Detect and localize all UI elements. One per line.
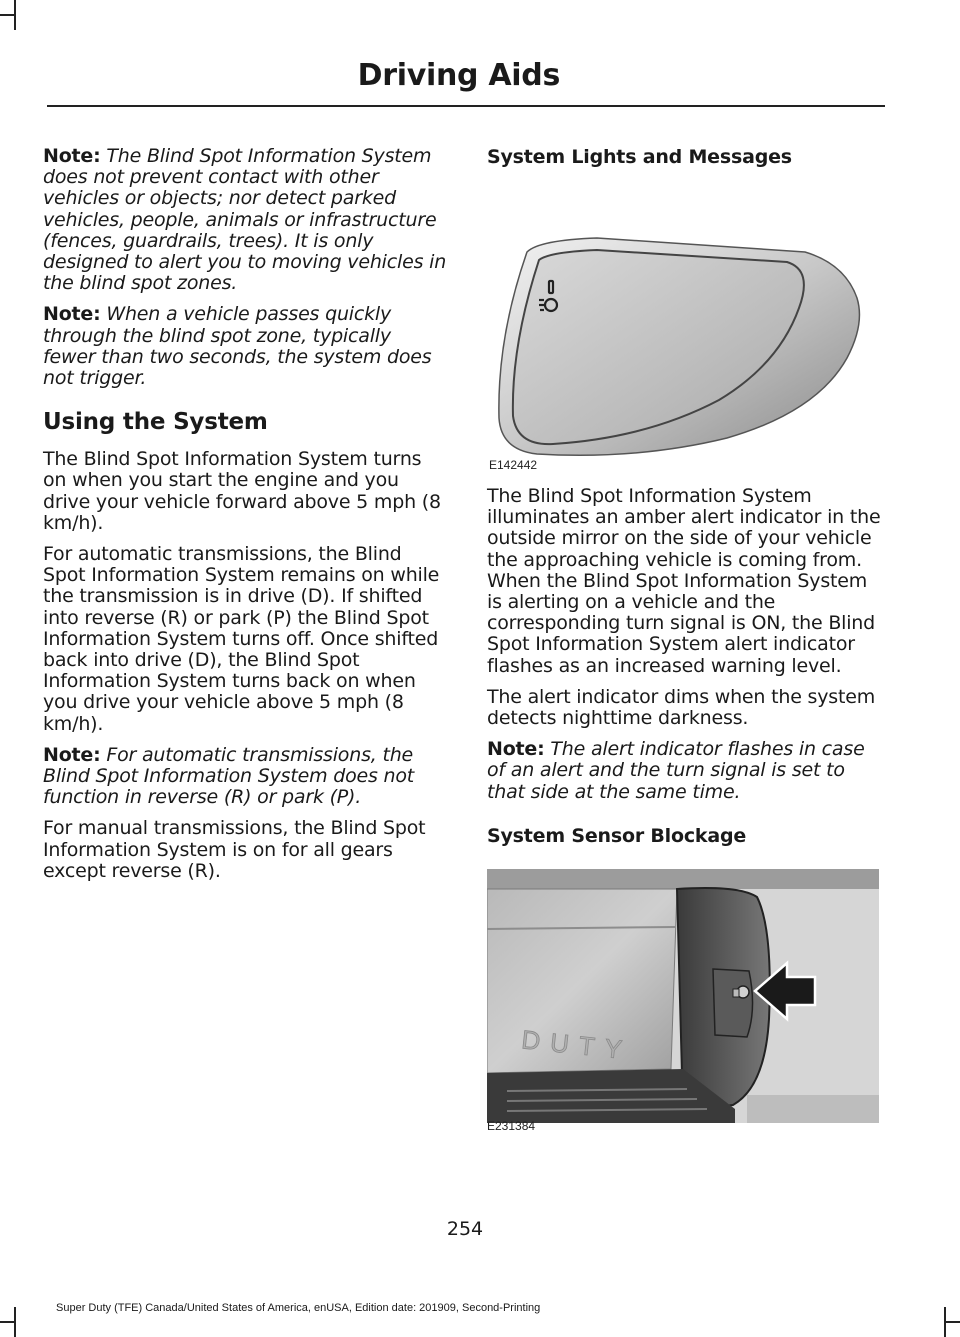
note-quick-pass: Note: When a vehicle passes quickly through the blind spot zone, typically fewer than two seconds, the system does not trigger. [43, 303, 432, 390]
paragraph-indicator-dims: The alert indicator dims when the system detects nighttime darkness. [487, 685, 876, 730]
crop-mark [14, 0, 16, 30]
note-automatic-reverse-park: Note: For automatic transmissions, the Blind Spot Information System does not function in reverse (R) or park (P). [43, 743, 415, 809]
crop-mark [14, 1307, 16, 1337]
crop-mark [0, 14, 14, 16]
crop-mark [946, 1321, 960, 1323]
edition-info: Super Duty (TFE) Canada/United States of America, enUSA, Edition date: 201909, Second-Printing [56, 1302, 541, 1314]
section-heading-using-the-system: Using the System [43, 409, 268, 436]
left-column [43, 146, 447, 892]
header-divider [47, 105, 885, 107]
page-number: 254 [446, 1218, 484, 1240]
figure-mirror-indicator [487, 168, 883, 476]
paragraph-manual-transmissions: For manual transmissions, the Blind Spot Information System is on for all gears except reverse (R). [43, 817, 426, 882]
section-heading-sensor-blockage: System Sensor Blockage [487, 824, 747, 847]
paragraph-amber-alert-indicator: The Blind Spot Information System illuminates an amber alert indicator in the outside mirror on the side of your vehicle the approaching vehicle is coming from. When the Blind Spot Information System is alerting on a vehicle and the corresponding turn signal is ON, the Blind Spot Information System alert indicator flashes as an increased warning level. [487, 485, 881, 677]
crop-mark [0, 1321, 14, 1323]
section-heading-system-lights: System Lights and Messages [487, 146, 792, 168]
right-column [487, 146, 883, 1139]
figure-sensor-location [487, 869, 879, 1139]
note-no-contact-prevention: Note: The Blind Spot Information System does not prevent contact with other vehicles or objects; nor detect parked vehicles, people, animals or infrastructure (fences, guardrails, trees). It is only designed to alert you to moving vehicles in the blind spot zones. [43, 145, 447, 295]
paragraph-automatic-transmissions: For automatic transmissions, the Blind Spot Information System remains on while the transmission is in drive (D). If shifted into reverse (R) or park (P) the Blind Spot Information System turns off. Once shifted back into drive (D), the Blind Spot Information System turns back on when you drive your vehicle above 5 mph (8 km/h). [43, 543, 440, 735]
tailgate-badge: DUTY [520, 1024, 634, 1066]
page-title: Driving Aids [357, 58, 560, 93]
figure-code: E231384 [487, 1118, 536, 1133]
paragraph-system-turns-on: The Blind Spot Information System turns on when you start the engine and you drive your vehicle forward above 5 mph (8 km/h). [43, 448, 441, 534]
figure-code: E142442 [489, 458, 538, 472]
truck-rear-illustration [487, 869, 879, 1123]
note-indicator-flashes: Note: The alert indicator flashes in case of an alert and the turn signal is set to that side at the same time. [487, 738, 865, 803]
side-mirror-illustration [487, 168, 883, 468]
